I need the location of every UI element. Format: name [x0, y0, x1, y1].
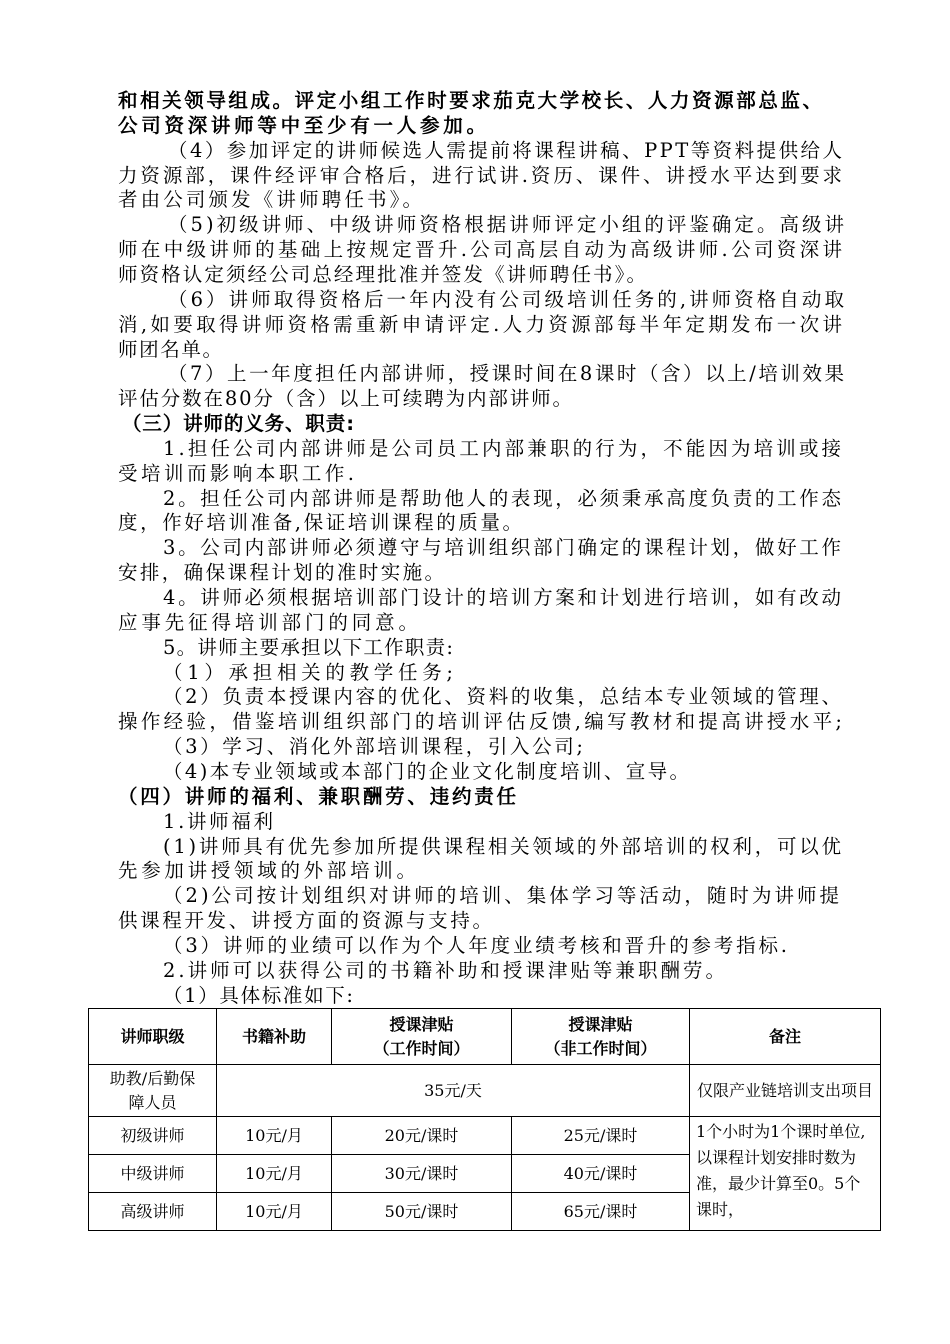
- paragraph-line: 安排，确保课程计划的准时实施。: [118, 561, 447, 585]
- paragraph-line: 力资源部，课件经评审合格后，进行试讲.资历、课件、讲授水平达到要求: [118, 163, 845, 187]
- cell-level: 高级讲师: [89, 1193, 217, 1231]
- cell-off: 25元/课时: [512, 1117, 690, 1155]
- paragraph-line: （6）讲师取得资格后一年内没有公司级培训任务的,讲师资格自动取: [168, 287, 848, 311]
- section-heading: 公司资深讲师等中至少有一人参加。: [118, 113, 490, 137]
- header-off-time: 授课津贴 （非工作时间）: [512, 1009, 690, 1065]
- paragraph-line: 2.讲师可以获得公司的书籍补助和授课津贴等兼职酬劳。: [163, 958, 729, 982]
- paragraph-line: 师团名单。: [118, 337, 224, 361]
- cell-level: 中级讲师: [89, 1155, 217, 1193]
- paragraph-line: 操作经验，借鉴培训组织部门的培训评估反馈,编写教材和提高讲授水平;: [118, 710, 846, 734]
- allowance-table: [88, 1008, 881, 1231]
- paragraph-line: 师在中级讲师的基础上按规定晋升.公司高层自动为高级讲师.公司资深讲: [118, 238, 846, 262]
- cell-off: 40元/课时: [512, 1155, 690, 1193]
- paragraph-line: （2）负责本授课内容的优化、资料的收集，总结本专业领域的管理、: [163, 685, 844, 709]
- paragraph-line: 1.担任公司内部讲师是公司员工内部兼职的行为，不能因为培训或接: [163, 436, 845, 460]
- cell-work: 50元/课时: [332, 1193, 512, 1231]
- paragraph-line: 供课程开发、讲授方面的资源与支持。: [118, 909, 495, 933]
- paragraph-line: 者由公司颁发《讲师聘任书》。: [118, 188, 426, 212]
- cell-level: 助教/后勤保 障人员: [89, 1065, 217, 1117]
- table-row-assistant: [89, 1065, 881, 1117]
- cell-assistant-note: 仅限产业链培训支出项目: [690, 1065, 881, 1117]
- header-note: 备注: [690, 1009, 881, 1065]
- paragraph-line: 消,如要取得讲师资格需重新申请评定.人力资源部每半年定期发布一次讲: [118, 312, 846, 336]
- paragraph-line: 先参加讲授领域的外部培训。: [118, 859, 420, 883]
- paragraph-line: 2。担任公司内部讲师是帮助他人的表现，必须秉承高度负责的工作态: [163, 486, 844, 510]
- paragraph-line: （7）上一年度担任内部讲师，授课时间在8课时（含）以上/培训效果: [168, 362, 847, 386]
- table-row: [89, 1117, 881, 1155]
- paragraph-line: 3。公司内部讲师必须遵守与培训组织部门确定的课程计划，做好工作: [163, 536, 844, 560]
- paragraph-line: (1)讲师具有优先参加所提供课程相关领域的外部培训的权利，可以优: [163, 834, 844, 858]
- header-level: 讲师职级: [89, 1009, 217, 1065]
- paragraph-line: （3）学习、消化外部培训课程，引入公司;: [163, 735, 586, 759]
- cell-books: 10元/月: [217, 1117, 332, 1155]
- section-heading: 和相关领导组成。评定小组工作时要求茄克大学校长、人力资源部总监、: [118, 89, 825, 112]
- paragraph-line: 受培训而影响本职工作.: [118, 461, 358, 485]
- paragraph-line: （3）讲师的业绩可以作为个人年度业绩考核和晋升的参考指标.: [163, 933, 790, 957]
- paragraph-line: （1）具体标准如下:: [163, 983, 355, 1007]
- paragraph-line: 5。讲师主要承担以下工作职责:: [163, 635, 455, 659]
- paragraph-line: 评估分数在80分（含）以上可续聘为内部讲师。: [118, 387, 574, 411]
- paragraph-line: 度，作好培训准备,保证培训课程的质量。: [118, 511, 525, 535]
- table-header-row: [89, 1009, 881, 1065]
- cell-shared-note: 1个小时为1个课时单位,以课程计划安排时数为准，最少计算至0。5个课时，: [690, 1117, 881, 1231]
- section-heading: （三）讲师的义务、职责:: [122, 412, 355, 436]
- paragraph-line: 师资格认定须经公司总经理批准并签发《讲师聘任书》。: [118, 262, 649, 286]
- header-work-time: 授课津贴 （工作时间）: [332, 1009, 512, 1065]
- paragraph-line: 4。讲师必须根据培训部门设计的培训方案和计划进行培训，如有改动: [163, 586, 844, 609]
- section-heading: （四）讲师的福利、兼职酬劳、违约责任: [118, 784, 519, 808]
- cell-books: 10元/月: [217, 1193, 332, 1231]
- paragraph-line: （1）承担相关的教学任务;: [163, 660, 458, 684]
- paragraph-line: （4）参加评定的讲师候选人需提前将课程讲稿、PPT等资料提供给人: [168, 138, 845, 162]
- header-books: 书籍补助: [217, 1009, 332, 1065]
- paragraph-line: 1.讲师福利: [163, 809, 276, 833]
- cell-books: 10元/月: [217, 1155, 332, 1193]
- paragraph-line: （5)初级讲师、中级讲师资格根据讲师评定小组的评鉴确定。高级讲: [168, 213, 848, 237]
- paragraph-line: （4)本专业领域或本部门的企业文化制度培训、宣导。: [163, 759, 692, 783]
- paragraph-line: （2)公司按计划组织对讲师的培训、集体学习等活动，随时为讲师提: [163, 884, 843, 908]
- paragraph-line: 应事先征得培训部门的同意。: [118, 610, 422, 634]
- cell-work: 20元/课时: [332, 1117, 512, 1155]
- cell-assistant-value: 35元/天: [217, 1065, 690, 1117]
- cell-level: 初级讲师: [89, 1117, 217, 1155]
- cell-work: 30元/课时: [332, 1155, 512, 1193]
- cell-off: 65元/课时: [512, 1193, 690, 1231]
